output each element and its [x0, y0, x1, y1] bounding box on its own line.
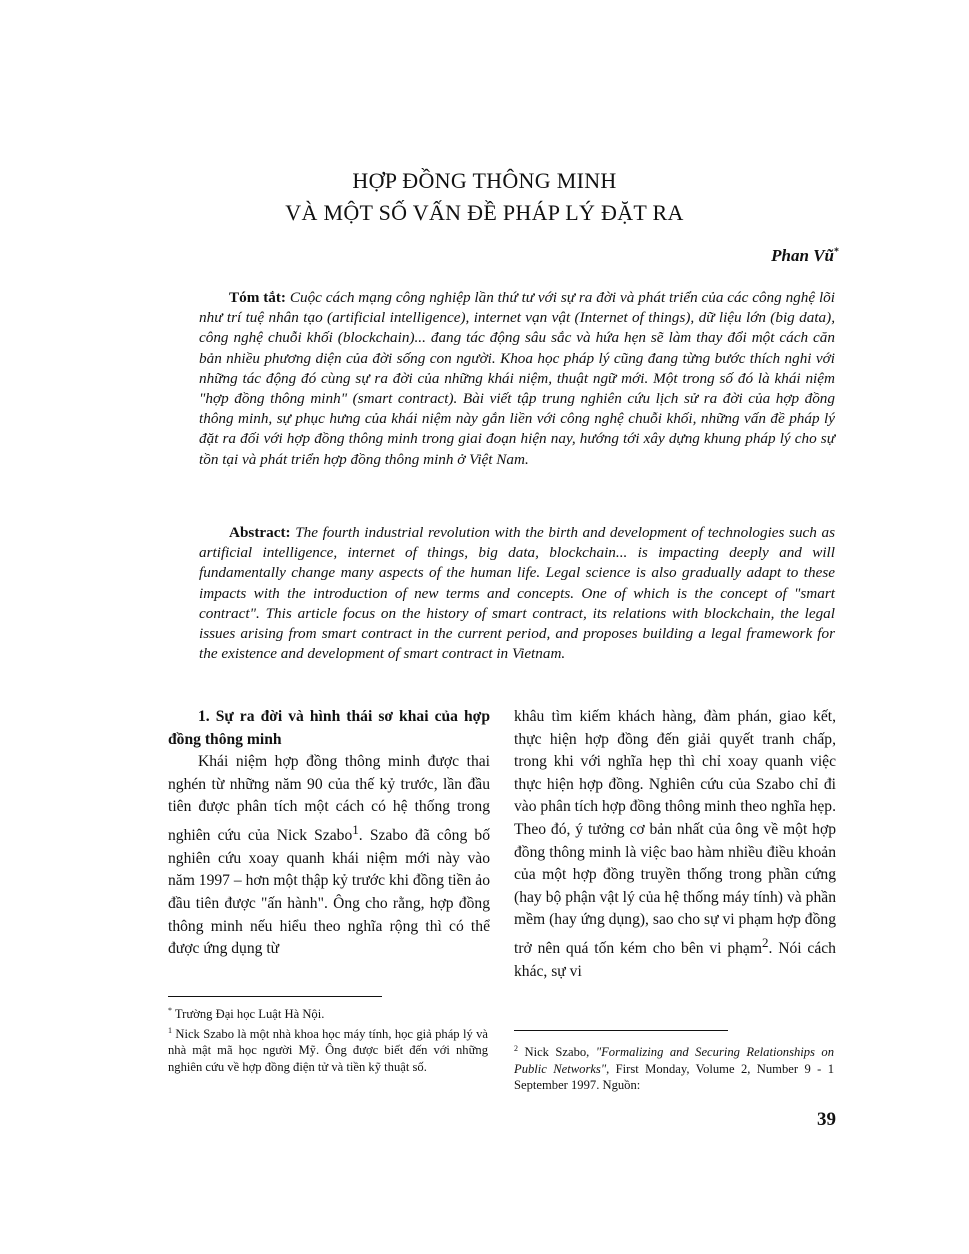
p2-text-before: khâu tìm kiếm khách hàng, đàm phán, giao kết, thực hiện hợp đồng đến giải quyết tranh chấp, trong khi với nghĩa hẹp thì chỉ xoay quanh việc thực hiện hợp đồng. Nghiên cứu của Szabo chỉ đi vào phân tích hợp đồng thông minh theo nghĩa hẹp. Theo đó, ý tưởng cơ bản nhất của ông về một hợp đồng thông minh là việc bao hàm nhiều điều khoản của một hợp đồng truyền thống trong phần cứng (hay bộ phận vật lý của hệ thống máy tính) và phần mềm (hay ứng dụng), sao cho sự vi phạm hợp đồng trở nên quá tốn kém cho bên vi phạm	[514, 708, 836, 958]
article-title-line-2: VÀ MỘT SỐ VẤN ĐỀ PHÁP LÝ ĐẶT RA	[285, 200, 684, 225]
left-column	[168, 706, 490, 961]
abstract-vi-text: Cuộc cách mạng công nghiệp lần thứ tư với sự ra đời và phát triển của các công nghệ lõi như trí tuệ nhân tạo (artificial intelligence), internet vạn vật (Internet of things), dữ liệu lớn (big data), công nghệ chuỗi khối (blockchain)... đang tác động sâu sắc và hứa hẹn sẽ làm thay đổi một cách căn bản nhiều phương diện của đời sống con người. Khoa học pháp lý cũng đang từng bước thích nghi với những tác động đó cùng sự ra đời của những khái niệm, thuật ngữ mới. Một trong số đó là khái niệm "hợp đồng thông minh" (smart contract). Bài viết tập trung nghiên cứu lịch sử ra đời của hợp đồng thông minh, sự phục hưng của khái niệm này gắn liền với công nghệ chuỗi khối, những vấn đề pháp lý đặt ra đối với hợp đồng thông minh trong giai đoạn hiện nay, hướng tới xây dựng khung pháp lý cho sự tồn tại và phát triển hợp đồng thông minh ở Việt Nam.	[199, 289, 835, 468]
footnote-divider-left	[168, 996, 382, 997]
p1-text-after: . Szabo đã công bố nghiên cứu xoay quanh khái niệm mới này vào năm 1997 – hơn một thập kỷ trước khi đồng tiền ảo đầu tiên được "ấn hành". Ông cho rằng, hợp đồng thông minh nếu hiểu theo nghĩa rộng thì có thể được ứng dụng từ	[168, 827, 490, 958]
article-title-line-1: HỢP ĐỒNG THÔNG MINH	[352, 168, 617, 193]
abstract-en-text: The fourth industrial revolution with the birth and development of technologies such as artificial intelligence, internet of things, big data, blockchain... is impacting deeply and will fundamentally change many aspects of the human life. Legal science is also gradually adapt to these impacts with the introduction of new terms and concepts. One of which is the concept of "smart contract". This article focus on the history of smart contract, its relations with blockchain, the legal issues arising from smart contract in the current period, and proposes building a legal framework for the existence and development of smart contract in Vietnam.	[199, 524, 836, 663]
footnotes-right	[514, 1041, 834, 1093]
footnote-divider-right	[514, 1030, 728, 1031]
abstract-vi-label: Tóm tắt:	[229, 289, 286, 306]
footnote-affiliation	[168, 1003, 488, 1023]
footnote-2-author: Nick Szabo,	[524, 1045, 590, 1060]
author-name-text: Phan Vũ	[771, 246, 834, 265]
footnote-2	[514, 1041, 834, 1093]
abstract-en-label: Abstract:	[229, 524, 291, 541]
author-affiliation-mark: *	[834, 246, 839, 258]
footnote-1-text: Nick Szabo là một nhà khoa học máy tính, học giả pháp lý và nhà mật mã học người Mỹ. Ông được biết đến với những nghiên cứu về hợp đồng điện tử và tiền kỹ thuật số.	[168, 1026, 489, 1074]
footnote-ref-1: 1	[352, 821, 359, 837]
footnotes-left	[168, 1003, 488, 1075]
section-heading: 1. Sự ra đời và hình thái sơ khai của hợp đồng thông minh	[168, 708, 490, 748]
p2-text-after: . Nói cách khác, sự vi	[514, 940, 836, 980]
footnote-affiliation-text: Trường Đại học Luật Hà Nội.	[174, 1007, 325, 1022]
footnote-2-mark: 2	[514, 1044, 518, 1053]
p1-text-before: Khái niệm hợp đồng thông minh được thai nghén từ những năm 90 của thế kỷ trước, lần đầu tiên được phân tích một cách có hệ thống trong nghiên cứu của Nick Szabo	[168, 753, 490, 845]
body-paragraph-1	[168, 751, 490, 961]
body-paragraph-1-continued	[514, 706, 836, 983]
footnote-2-title: "Formalizing and Securing Relationships on Public Networks"	[514, 1045, 835, 1076]
page-number: 39	[817, 1109, 836, 1130]
footnote-ref-2: 2	[761, 934, 769, 950]
footnote-2-rest: , First Monday, Volume 2, Number 9 - 1 September 1997. Nguồn:	[514, 1061, 835, 1092]
author-name	[771, 246, 839, 266]
abstract-vietnamese	[199, 288, 835, 470]
footnote-star-mark: *	[168, 1006, 172, 1015]
right-column	[514, 706, 836, 983]
footnote-1-mark: 1	[168, 1025, 172, 1035]
abstract-english	[199, 523, 835, 664]
footnote-1	[168, 1023, 488, 1075]
